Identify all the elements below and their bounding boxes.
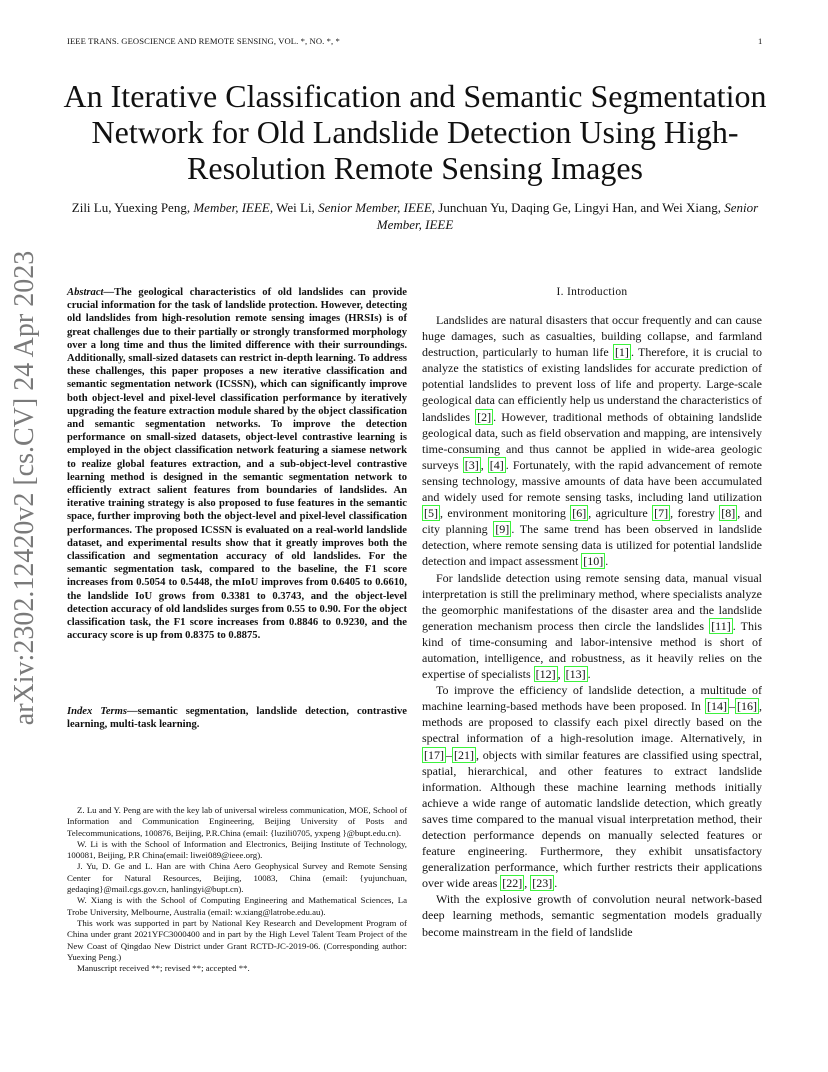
section-heading-introduction: I. Introduction	[556, 286, 628, 298]
citation-link[interactable]: [21]	[454, 747, 474, 762]
introduction-body	[422, 312, 762, 940]
citation-link[interactable]: [14]	[707, 699, 727, 714]
footnote: Manuscript received **; revised **; accepted **.	[77, 963, 250, 974]
paragraph: To improve the efficiency of landslide detection, a multitude of machine learning-based methods have been proposed. In [14] – [16] , methods are proposed to classify each pixel directly based on the spectral information of a high-resolution image. Alternatively, in [17] – [21] , objects with similar features are classified using spectral, spatial, hierarchical, and other features to extract landslide information. Although these machine learning methods initially achieve a wide range of automatic landslide detection, which greatly saves time compared to the manual visual interpretation method, their detection performance depends on manually selected features or feature engineering. Furthermore, they exhibit unsatisfactory generalization performance, which further restricts their applications over wide areas [22] , [23] .	[422, 683, 762, 891]
author-list: Zili Lu, Yuexing Peng, Member, IEEE, Wei Li, Senior Member, IEEE, Junchuan Yu, Daqing Ge, Lingyi Han, and Wei Xiang, Senior Member, IEEE	[71, 200, 759, 232]
index-terms-text: —semantic segmentation, landslide detection, contrastive learning, multi-task learning.	[67, 706, 407, 731]
footnote: This work was supported in part by National Key Research and Development Program of China under grant 2021YFC3000400 and in part by the High Level Talent Team Project of the New Coast of Qingdao New District under Grant RCTD-JC-2019-06. (Corresponding author: Yuexing Peng.)	[67, 917, 407, 962]
citation-link[interactable]: [2]	[477, 409, 492, 424]
paragraph: With the explosive growth of convolution neural network-based deep learning methods, semantic segmentation models gradually become mainstream in the field of landslide	[422, 892, 762, 939]
citation-link[interactable]: [11]	[711, 618, 731, 633]
footnote: J. Yu, D. Ge and L. Han are with China Aero Geophysical Survey and Remote Sensing Center for Natural Resources, Beijing, 10083, China (email: {yujunchuan, gedaqing}@mail.cgs.gov.cn, hanlingyi@bupt.cn).	[67, 861, 407, 895]
citation-link[interactable]: [9]	[495, 522, 510, 537]
citation-link[interactable]: [7]	[654, 506, 669, 521]
paper-title: An Iterative Classification and Semantic Segmentation Network for Old Landslide Detection Using High-Resolution Remote Sensing Images	[63, 78, 767, 186]
index-terms-label: Index Terms	[67, 706, 128, 717]
abstract-label: Abstract	[67, 287, 104, 298]
abstract-text: —The geological characteristics of old landslides can provide crucial information for the task of landslide protection. However, detecting old landslides from high-resolution remote sensing images (HRSIs) is of great challenges due to their partially or strongly transformed morphology over a long time and thus the limited difference with their surroundings. Additionally, small-sized datasets can restrict in-depth learning. To address these challenges, this paper proposes a new iterative classification and semantic segmentation network (ICSSN), which can significantly improve both object-level and pixel-level classification performance by iteratively upgrading the feature extraction module shared by the object classification and semantic segmentation networks. To improve the detection performance on small-sized datasets, object-level contrastive learning is employed in the object classification network featuring a siamese network to realize global features extraction, and a sub-object-level contrastive learning method is designed in the semantic segmentation network to efficiently extract salient features from boundaries of landslides. An iterative training strategy is also proposed to fuse features in the semantic space, further improving both the object-level and pixel-level classification performances. The proposed ICSSN is evaluated on a real-world landslide dataset, and experimental results show that it greatly improves both the classification and segmentation accuracy of old landslides. For the semantic segmentation task, compared to the baseline, the F1 score increases from 0.5054 to 0.5448, the mIoU improves from 0.6405 to 0.6610, the landslide IoU grows from 0.3381 to 0.3743, and the object-level detection accuracy of old landslides surges from 0.55 to 0.90. For the object classification task, the F1 score increases from 0.8846 to 0.9230, and the accuracy score is up from 0.8375 to 0.8875.	[67, 287, 407, 642]
paragraph: For landslide detection using remote sensing data, manual visual interpretation is still the preliminary method, where specialists analyze the geomorphic manifestations of the disaster area and the landslide generation mechanism process then circle the landslides [11] . This kind of time-consuming and labor-intensive method is short of automation, intelligence, and robustness, as it heavily relies on the expertise of specialists [12] , [13] .	[422, 570, 762, 682]
index-terms	[67, 705, 407, 731]
citation-link[interactable]: [5]	[424, 506, 438, 521]
citation-link[interactable]: [22]	[502, 876, 523, 891]
citation-link[interactable]: [3]	[464, 457, 479, 472]
citation-link[interactable]: [4]	[489, 457, 504, 472]
paragraph: Landslides are natural disasters that occur frequently and can cause huge damages, such as casualties, building collapse, and farmland destruction, particularly to human life [1] . Therefore, it is crucial to analyze the statistics of existing landslides for accurate prediction of potential landslides to prevent loss of life and property. Large-scale geological data can efficiently help us understand the characteristics of landslides [2] . However, traditional methods of obtaining landslide geological data, such as field observation and mapping, are intensively time-consuming and thus cannot be applied in wide-area geologic surveys [3] , [4] . Fortunately, with the rapid advancement of remote sensing technology, massive amounts of data have been accumulated and widely used for remote sensing tasks, including land utilization [5] , environment monitoring [6] , agriculture [7] , forestry [8] , and city planning [9] . The same trend has been observed in landslide detection, where remote sensing data is utilized for potential landslide detection and impact assessment [10] .	[422, 313, 763, 569]
footnote: W. Xiang is with the School of Computing Engineering and Mathematical Sciences, La Trobe University, Melbourne, Australia (email: w.xiang@latrobe.edu.au).	[67, 895, 407, 917]
abstract	[67, 286, 407, 642]
citation-link[interactable]: [16]	[737, 699, 757, 714]
citation-link[interactable]: [1]	[614, 345, 629, 360]
citation-link[interactable]: [10]	[583, 554, 604, 569]
citation-link[interactable]: [8]	[721, 506, 736, 521]
footnotes	[67, 805, 407, 974]
citation-link[interactable]: [23]	[532, 876, 553, 891]
citation-link[interactable]: [13]	[565, 667, 586, 682]
page-number: 1	[758, 36, 763, 46]
arxiv-stamp[interactable]: arXiv:2302.12420v2 [cs.CV] 24 Apr 2023	[9, 250, 40, 726]
citation-link[interactable]: [17]	[424, 747, 444, 762]
citation-link[interactable]: [12]	[535, 667, 556, 682]
footnote: Z. Lu and Y. Peng are with the key lab of universal wireless communication, MOE, School of Information and Communication Engineering, Beijing University of Posts and Telecommunications, 100876, Beijing, P.R.China (email: {luzili0705, yxpeng }@bupt.edu.cn).	[67, 805, 407, 838]
footnote: W. Li is with the School of Information and Electronics, Beijing Institute of Technology, 100081, Beijing, P.R China(email: liwei089@ieee.org).	[67, 838, 407, 861]
running-head: IEEE TRANS. GEOSCIENCE AND REMOTE SENSING, VOL. *, NO. *, *	[67, 36, 340, 46]
citation-link[interactable]: [6]	[572, 506, 587, 521]
